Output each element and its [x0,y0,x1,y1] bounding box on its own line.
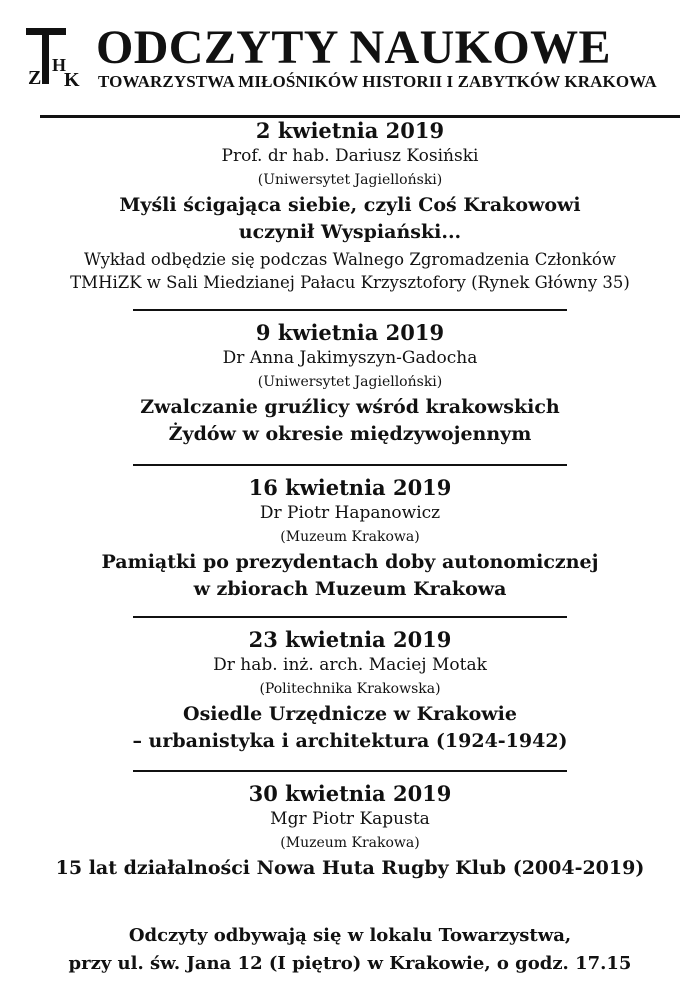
event-date: 2 kwietnia 2019 [255,118,445,143]
event-topic-line: 15 lat działalności Nowa Huta Rugby Klub (2004-2019) [55,857,645,879]
event-date: 23 kwietnia 2019 [248,627,452,652]
event-topic-line: uczynił Wyspiański... [238,221,462,243]
footer-note [0,922,700,978]
event-1 [0,118,700,294]
event-topic-line: w zbiorach Muzeum Krakowa [193,578,507,600]
event-affiliation: (Uniwersytet Jagielloński) [257,172,443,188]
event-speaker: Dr Piotr Hapanowicz [259,503,441,523]
event-affiliation: (Muzeum Krakowa) [280,835,420,851]
event-divider [133,309,567,311]
event-topic-line: Osiedle Urzędnicze w Krakowie [183,703,517,725]
logo-letter-k: K [64,69,80,88]
event-divider [133,616,567,618]
event-topic-line: Zwalczanie gruźlicy wśród krakowskich [140,396,560,418]
tmhizk-logo [24,26,86,88]
event-date: 30 kwietnia 2019 [248,781,452,806]
event-speaker: Dr hab. inż. arch. Maciej Motak [213,655,487,675]
event-speaker: Dr Anna Jakimyszyn-Gadocha [222,348,478,368]
page-subtitle: TOWARZYSTWA MIŁOŚNIKÓW HISTORII I ZABYTKÓW KRAKOWA [98,72,657,91]
event-2 [0,320,700,448]
event-divider [133,770,567,772]
footer-line: Odczyty odbywają się w lokalu Towarzystwa, [128,925,572,946]
event-divider [133,464,567,466]
event-5 [0,781,700,882]
event-note-line: TMHiZK w Sali Miedzianej Pałacu Krzysztofory (Rynek Główny 35) [70,273,630,292]
event-date: 16 kwietnia 2019 [248,475,452,500]
footer-line: przy ul. św. Jana 12 (I piętro) w Krakowie, o godz. 17.15 [68,953,632,974]
event-affiliation: (Uniwersytet Jagielloński) [257,374,443,390]
event-note-line: Wykład odbędzie się podczas Walnego Zgromadzenia Członków [84,250,616,269]
event-speaker: Mgr Piotr Kapusta [270,809,430,829]
logo-letter-z: Z [28,67,42,88]
header [18,20,682,98]
event-4 [0,627,700,755]
event-speaker: Prof. dr hab. Dariusz Kosiński [221,146,479,166]
logo-letter-h: H [52,55,67,75]
event-affiliation: (Politechnika Krakowska) [259,681,441,697]
event-topic-line: Żydów w okresie międzywojennym [168,423,532,445]
event-3 [0,475,700,603]
page-title: ODCZYTY NAUKOWE [96,21,611,74]
logo-letter-t [34,51,35,52]
event-topic-line: Myśli ścigająca siebie, czyli Coś Krakowowi [119,194,581,216]
event-affiliation: (Muzeum Krakowa) [280,529,420,545]
event-date: 9 kwietnia 2019 [255,320,445,345]
event-topic-line: – urbanistyka i architektura (1924-1942) [132,730,568,752]
event-topic-line: Pamiątki po prezydentach doby autonomicznej [101,551,599,573]
